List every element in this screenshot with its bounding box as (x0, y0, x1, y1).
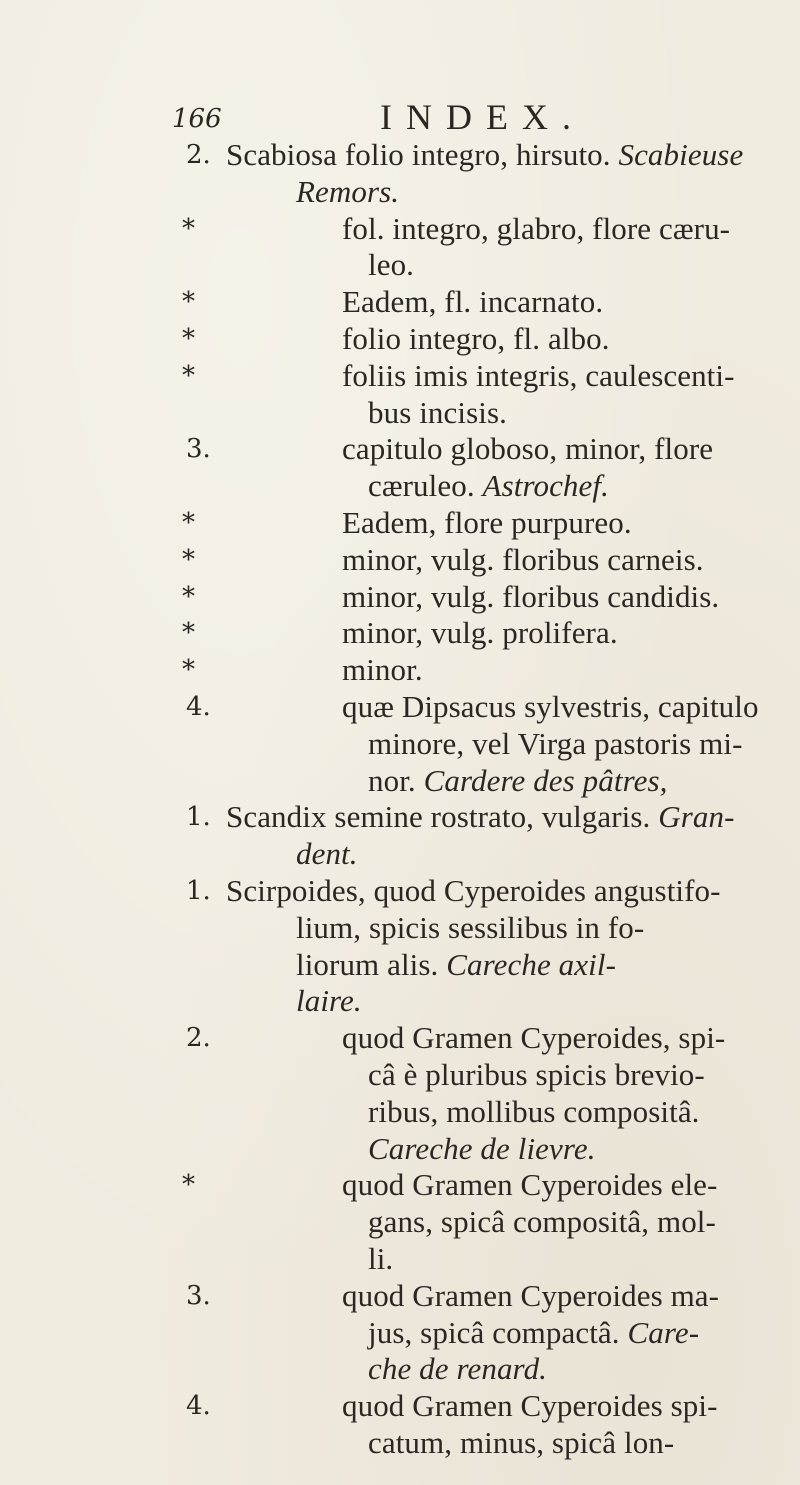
vernacular-name: Remors. (296, 173, 400, 209)
entry-text (296, 945, 616, 985)
asterisk-marker: * (182, 1170, 195, 1201)
index-line (0, 981, 800, 1021)
entry-text (368, 761, 667, 801)
latin-text: Eadem, fl. incarnato. (342, 284, 604, 320)
latin-text: Scirpoides, quod Cyperoides angustifo- (226, 873, 721, 908)
vernacular-name: Scabieuse (618, 137, 744, 172)
latin-text: minor, vulg. floribus carneis. (342, 541, 704, 577)
latin-text: gans, spicâ compositâ, mol- (368, 1204, 716, 1240)
latin-text: lium, spicis sessilibus in fo- (296, 909, 645, 945)
asterisk-marker: * (182, 618, 195, 649)
index-line (0, 209, 800, 249)
entry-text (342, 356, 735, 396)
index-line (0, 1386, 800, 1426)
page-number: 166 (172, 104, 222, 134)
page-header (0, 90, 800, 140)
asterisk-marker: * (182, 324, 195, 354)
entry-text (342, 319, 610, 359)
vernacular-name: Astrochef. (482, 468, 609, 504)
index-line (0, 1092, 800, 1132)
index-line (0, 650, 800, 690)
index-line (0, 1423, 800, 1463)
entry-text (342, 209, 730, 249)
vernacular-name: che de renard. (368, 1351, 548, 1387)
index-line (0, 1313, 800, 1353)
vernacular-name: Careche de lievre. (368, 1130, 596, 1166)
entry-text (342, 282, 603, 322)
entry-text (342, 1165, 717, 1205)
entry-text (368, 1313, 699, 1353)
entry-text (368, 1055, 705, 1095)
latin-text: cæruleo. (368, 468, 483, 504)
latin-text: minor, vulg. floribus candidis. (342, 578, 720, 614)
latin-text: minore, vel Virga pastoris mi- (368, 725, 743, 761)
latin-text: leo. (368, 247, 415, 283)
entry-text (342, 650, 423, 690)
entry-number: 1. (186, 802, 211, 833)
index-line (0, 908, 800, 948)
entry-number: 2. (186, 140, 211, 170)
entry-number: 2. (186, 1023, 211, 1054)
entry-text (368, 1202, 716, 1242)
asterisk-marker: * (182, 508, 195, 538)
vernacular-name: dent. (296, 836, 358, 872)
latin-text: nor. (368, 762, 424, 798)
entry-number: 4. (186, 1391, 211, 1422)
latin-text: quæ Dipsacus sylvestris, capitulo (342, 689, 759, 724)
vernacular-name: Care- (627, 1314, 700, 1350)
entry-text (368, 245, 414, 285)
index-line (0, 834, 800, 874)
latin-text: câ è pluribus spicis brevio- (368, 1057, 705, 1092)
entry-text (368, 393, 507, 433)
index-line (0, 1239, 800, 1279)
index-line (0, 1055, 800, 1095)
entry-text (368, 1239, 393, 1279)
running-title: INDEX. (380, 97, 585, 137)
latin-text: quod Gramen Cyperoides ele- (342, 1167, 718, 1203)
entry-text (226, 871, 721, 911)
latin-text: quod Gramen Cyperoides ma- (342, 1277, 720, 1313)
entry-text (342, 687, 759, 727)
index-line (0, 613, 800, 653)
vernacular-name: laire. (296, 983, 362, 1019)
latin-text: ribus, mollibus compositâ. (368, 1093, 700, 1129)
entry-text (226, 135, 743, 175)
latin-text: liorum alis. (296, 946, 447, 982)
index-line (0, 282, 800, 322)
index-line (0, 393, 800, 433)
index-line (0, 466, 800, 506)
entry-text (342, 1018, 725, 1058)
index-line (0, 871, 800, 911)
entry-text (368, 1092, 700, 1132)
latin-text: minor. (342, 652, 423, 688)
entry-text (296, 834, 358, 874)
entry-text (296, 908, 644, 948)
latin-text: catum, minus, spicâ lon- (368, 1425, 675, 1460)
index-line (0, 797, 800, 837)
entry-text (296, 981, 362, 1021)
latin-text: capitulo globoso, minor, flore (342, 431, 714, 467)
entry-number: 4. (186, 692, 211, 722)
latin-text: quod Gramen Cyperoides, spi- (342, 1020, 726, 1056)
index-line (0, 1018, 800, 1058)
asterisk-marker: * (182, 287, 195, 318)
index-line (0, 429, 800, 469)
entry-text (342, 613, 618, 653)
index-line (0, 1165, 800, 1205)
index-line (0, 1202, 800, 1242)
entry-number: 3. (186, 434, 211, 465)
entry-text (342, 540, 704, 580)
entry-text (368, 1129, 596, 1169)
index-line (0, 356, 800, 396)
vernacular-name: Careche axil- (446, 946, 616, 982)
vernacular-name: Gran- (658, 799, 735, 835)
latin-text: foliis imis integris, caulescenti- (342, 357, 735, 393)
index-line (0, 577, 800, 617)
latin-text: Scandix semine rostrato, vulgaris. (226, 799, 659, 835)
index-line (0, 945, 800, 985)
index-line (0, 172, 800, 212)
entry-text (368, 724, 743, 764)
asterisk-marker: * (182, 213, 195, 244)
asterisk-marker: * (182, 360, 195, 391)
entry-text (368, 466, 609, 506)
index-line (0, 687, 800, 727)
index-line (0, 245, 800, 285)
latin-text: Scabiosa folio integro, hirsuto. (226, 137, 619, 172)
asterisk-marker: * (182, 544, 195, 575)
entry-text (342, 1276, 719, 1316)
index-line (0, 1349, 800, 1389)
latin-text: bus incisis. (368, 394, 507, 430)
entry-number: 1. (186, 876, 211, 906)
index-line (0, 135, 800, 175)
entry-text (296, 172, 399, 212)
entry-text (226, 797, 735, 837)
latin-text: fol. integro, glabro, flore cæru- (342, 210, 731, 246)
index-line (0, 1276, 800, 1316)
index-line (0, 540, 800, 580)
asterisk-marker: * (182, 581, 195, 612)
index-line (0, 503, 800, 543)
latin-text: jus, spicâ compactâ. (368, 1314, 628, 1350)
entry-text (342, 577, 719, 617)
index-line (0, 319, 800, 359)
vernacular-name: Cardere des pâtres, (423, 762, 668, 798)
index-line (0, 724, 800, 764)
entry-text (342, 1386, 718, 1426)
index-line (0, 761, 800, 801)
latin-text: li. (368, 1241, 394, 1276)
index-line (0, 1129, 800, 1169)
asterisk-marker: * (182, 655, 195, 686)
entry-text (342, 503, 632, 543)
entry-text (368, 1349, 547, 1389)
entry-text (368, 1423, 674, 1463)
latin-text: folio integro, fl. albo. (342, 321, 610, 356)
latin-text: minor, vulg. prolifera. (342, 615, 618, 651)
latin-text: Eadem, flore purpureo. (342, 505, 632, 540)
entry-text (342, 429, 713, 469)
latin-text: quod Gramen Cyperoides spi- (342, 1388, 718, 1424)
entry-number: 3. (186, 1280, 211, 1311)
